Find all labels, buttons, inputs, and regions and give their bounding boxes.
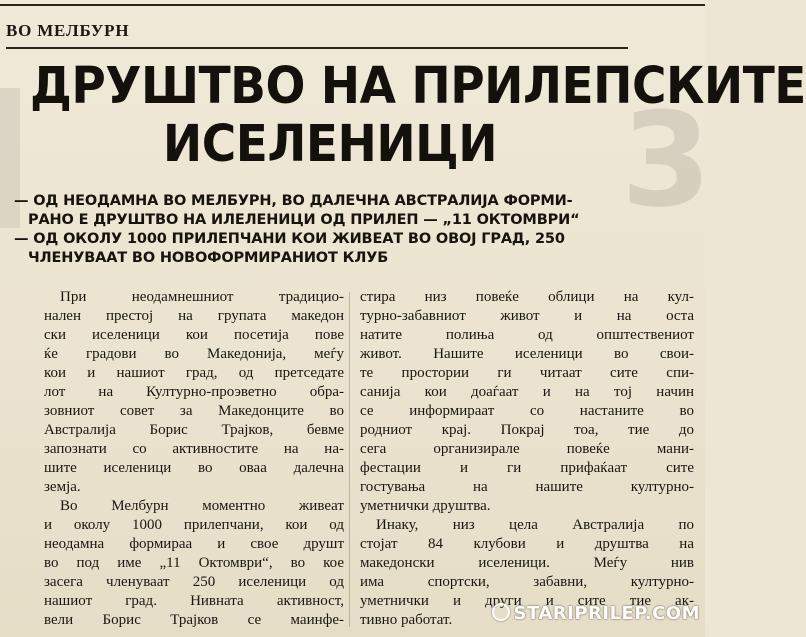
watermark-text: STARIPRILEP.COM <box>513 603 700 624</box>
body-line: уметнички друштва. <box>360 498 491 514</box>
body-line: запознати со активностите на на- <box>44 441 344 457</box>
body-line: лот на Културно-проэветно обра- <box>44 384 344 400</box>
body-line: македонски иселеници. Меѓу нив <box>360 555 694 571</box>
body-line: родниот крај. Покрај тоа, тие до <box>360 422 694 438</box>
body-line: шите иселеници во оваа далечна <box>44 460 344 476</box>
body-line: неодамна формираа и свое друшт <box>44 536 344 552</box>
body-line: ќе градови во Македонија, меѓу <box>44 346 344 362</box>
site-watermark <box>438 601 700 627</box>
top-rule <box>0 4 705 6</box>
body-line: сега организирале повеќе мани- <box>360 441 694 457</box>
body-line: кои и нашиот град, од претседате <box>44 365 344 381</box>
body-line: и околу 1000 прилепчани, кои од <box>44 517 344 533</box>
subhead-line: ЧЛЕНУВААТ ВО НОВОФОРМИРАНИОТ КЛУБ <box>28 250 389 266</box>
subheadline <box>14 192 670 268</box>
body-line: ски иселеници кои посетија пове <box>44 327 344 343</box>
body-line: турно-забавниот живот и на оста <box>360 308 694 324</box>
body-line: земја. <box>44 479 81 495</box>
body-line: живот. Нашите иселеници во свои- <box>360 346 694 362</box>
body-line: нален престој на групата македон <box>44 308 344 324</box>
article-column-right <box>360 288 694 630</box>
body-line: Во Мелбурн моментно живеат <box>60 498 344 514</box>
body-line: стојат 84 клубови и друштва на <box>360 536 694 552</box>
globe-icon <box>492 603 510 621</box>
kicker-rule <box>6 47 628 49</box>
body-line: се информираат со настаните во <box>360 403 694 419</box>
body-line: Инаку, низ цела Австралија по <box>376 517 694 533</box>
body-line: гостувања на нашите културно- <box>360 479 694 495</box>
body-line: засега членуваат 250 иселеници од <box>44 574 344 590</box>
body-line: нашиот град. Нивната активност, <box>44 593 344 609</box>
body-line: натите полиња од општествениот <box>360 327 694 343</box>
body-line: санија кои доаѓаат и на тој начин <box>360 384 694 400</box>
show-through-numeral: 3 <box>621 84 712 236</box>
body-line: тивно работат. <box>360 612 453 628</box>
subhead-line: — ОД НЕОДАМНА ВО МЕЛБУРН, ВО ДАЛЕЧНА АВСТРАЛИЈА ФОРМИ- <box>14 193 573 209</box>
article-column-left <box>44 288 344 630</box>
subhead-line: РАНО Е ДРУШТВО НА ИЛЕЛЕНИЦИ ОД ПРИЛЕП — „11 ОКТОМВРИ“ <box>28 212 580 228</box>
headline <box>30 56 806 175</box>
body-line: фестации и ги прифаќаат сите <box>360 460 694 476</box>
body-line: стира низ повеќе облици на кул- <box>360 289 694 305</box>
column-divider <box>349 292 350 627</box>
body-line: уметнички и други и сите тие ак- <box>360 593 694 609</box>
headline-line-1: ДРУШТВО НА ПРИЛЕПСКИТЕ <box>30 56 806 117</box>
body-line: вели Борис Трајков се маинфе- <box>44 612 344 628</box>
headline-line-2: ИСЕЛЕНИЦИ <box>162 114 498 175</box>
body-line: има спортски, забавни, културно- <box>360 574 694 590</box>
body-line: во под име „11 Октомври“, во кое <box>44 555 344 571</box>
section-kicker: ВО МЕЛБУРН <box>6 21 130 40</box>
subhead-line: — ОД ОКОЛУ 1000 ПРИЛЕПЧАНИ КОИ ЖИВЕАТ ВО ОВОЈ ГРАД, 250 <box>14 231 565 247</box>
body-line: При неодамнешниот традицио- <box>60 289 344 305</box>
body-line: те простории ги читаат сите спи- <box>360 365 694 381</box>
body-line: зовниот совет за Македонците во <box>44 403 344 419</box>
body-line: Австралија Борис Трајков, бевме <box>44 422 344 438</box>
